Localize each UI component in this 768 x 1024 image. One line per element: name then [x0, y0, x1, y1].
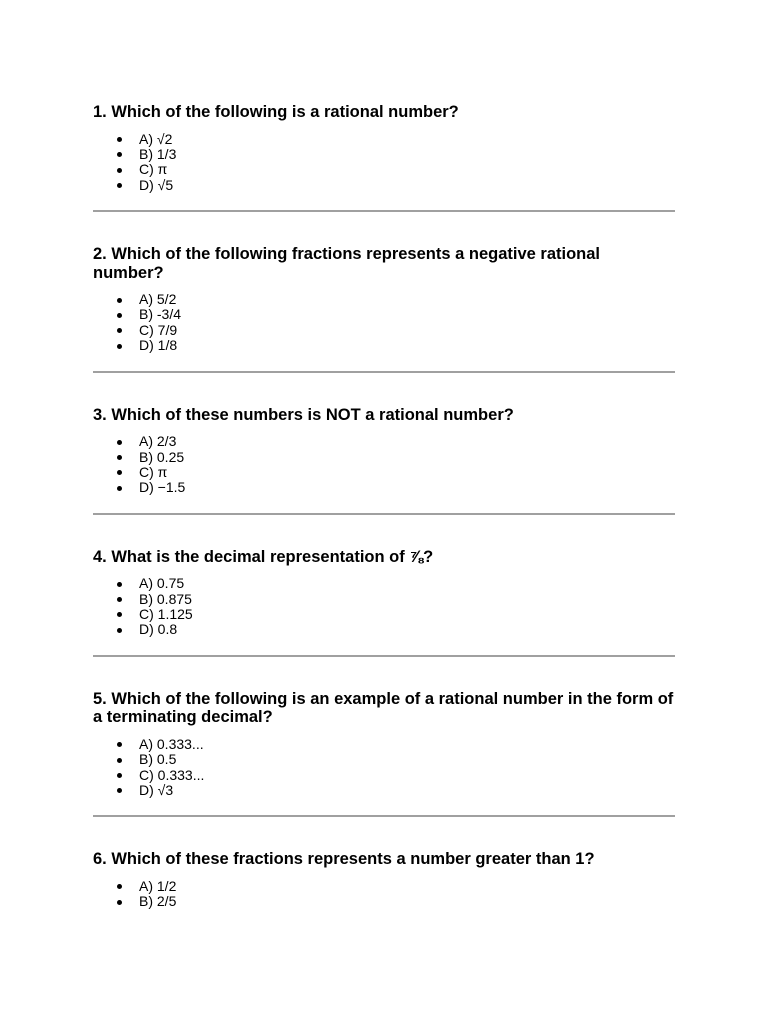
bullet-icon [117, 742, 122, 747]
option-label: A) 0.333... [139, 736, 204, 752]
divider [93, 655, 675, 657]
option-label: A) √2 [139, 131, 173, 147]
option-label: B) 0.5 [139, 752, 177, 768]
question-title: 4. What is the decimal representation of ⅞? [93, 547, 434, 566]
option-item [93, 450, 675, 465]
option-label: A) 1/2 [139, 878, 177, 894]
bullet-icon [117, 773, 122, 778]
option-item [93, 147, 675, 162]
option-item [93, 307, 675, 322]
bullet-icon [117, 470, 122, 475]
option-item [93, 607, 675, 622]
option-label: D) −1.5 [139, 480, 186, 496]
option-label: B) -3/4 [139, 307, 182, 323]
option-item [93, 434, 675, 449]
bullet-icon [117, 298, 122, 303]
question-title: 2. Which of the following fractions represents a negative rational number? [93, 245, 601, 282]
bullet-icon [117, 884, 122, 889]
option-label: D) √3 [139, 782, 174, 798]
bullet-icon [117, 788, 122, 793]
bullet-icon [117, 440, 122, 445]
option-item [93, 737, 675, 752]
option-label: B) 0.875 [139, 591, 192, 607]
option-item [93, 592, 675, 607]
option-item [93, 132, 675, 147]
bullet-icon [117, 486, 122, 491]
question-title: 6. Which of these fractions represents a number greater than 1? [93, 850, 595, 869]
question-4 [93, 548, 675, 638]
option-label: B) 1/3 [139, 146, 177, 162]
bullet-icon [117, 183, 122, 188]
bullet-icon [117, 344, 122, 349]
question-title: 5. Which of the following is an example of a rational number in the form of a terminating decimal? [93, 689, 674, 727]
option-item [93, 480, 675, 495]
option-item [93, 783, 675, 798]
option-item [93, 162, 675, 177]
divider [93, 210, 675, 212]
option-item [93, 752, 675, 767]
bullet-icon [117, 612, 122, 617]
option-item [93, 879, 675, 894]
option-label: B) 2/5 [139, 894, 177, 910]
option-label: D) 1/8 [139, 338, 178, 354]
option-item [93, 338, 675, 353]
option-item [93, 178, 675, 193]
divider [93, 815, 675, 817]
bullet-icon [117, 597, 122, 602]
option-label: A) 0.75 [139, 576, 185, 592]
option-list [93, 132, 675, 194]
question-title: 1. Which of the following is a rational number? [93, 103, 459, 121]
option-list [93, 737, 675, 799]
question-title: 3. Which of these numbers is NOT a rational number? [93, 405, 514, 424]
option-label: C) 7/9 [139, 322, 178, 338]
option-list [93, 434, 675, 496]
option-label: C) π [139, 464, 168, 480]
divider [93, 371, 675, 373]
bullet-icon [117, 455, 122, 460]
bullet-icon [117, 152, 122, 157]
bullet-icon [117, 758, 122, 763]
quiz-page [93, 103, 675, 910]
bullet-icon [117, 313, 122, 318]
option-label: A) 2/3 [139, 434, 177, 450]
question-6 [93, 850, 675, 909]
option-item [93, 576, 675, 591]
divider [93, 513, 675, 515]
bullet-icon [117, 582, 122, 587]
option-label: C) 0.333... [139, 767, 205, 783]
option-item [93, 292, 675, 307]
option-label: D) 0.8 [139, 622, 178, 638]
bullet-icon [117, 628, 122, 633]
option-list [93, 292, 675, 354]
option-item [93, 894, 675, 909]
question-1 [93, 103, 675, 193]
option-item [93, 323, 675, 338]
option-list [93, 879, 675, 910]
question-2 [93, 245, 675, 354]
bullet-icon [117, 137, 122, 142]
option-list [93, 576, 675, 638]
bullet-icon [117, 900, 122, 905]
bullet-icon [117, 328, 122, 333]
option-label: A) 5/2 [139, 292, 177, 308]
option-label: C) 1.125 [139, 606, 193, 622]
option-label: D) √5 [139, 177, 174, 193]
bullet-icon [117, 168, 122, 173]
option-item [93, 622, 675, 637]
option-label: B) 0.25 [139, 449, 185, 465]
option-item [93, 465, 675, 480]
question-5 [93, 690, 675, 799]
option-item [93, 768, 675, 783]
option-label: C) π [139, 162, 168, 178]
question-3 [93, 406, 675, 496]
